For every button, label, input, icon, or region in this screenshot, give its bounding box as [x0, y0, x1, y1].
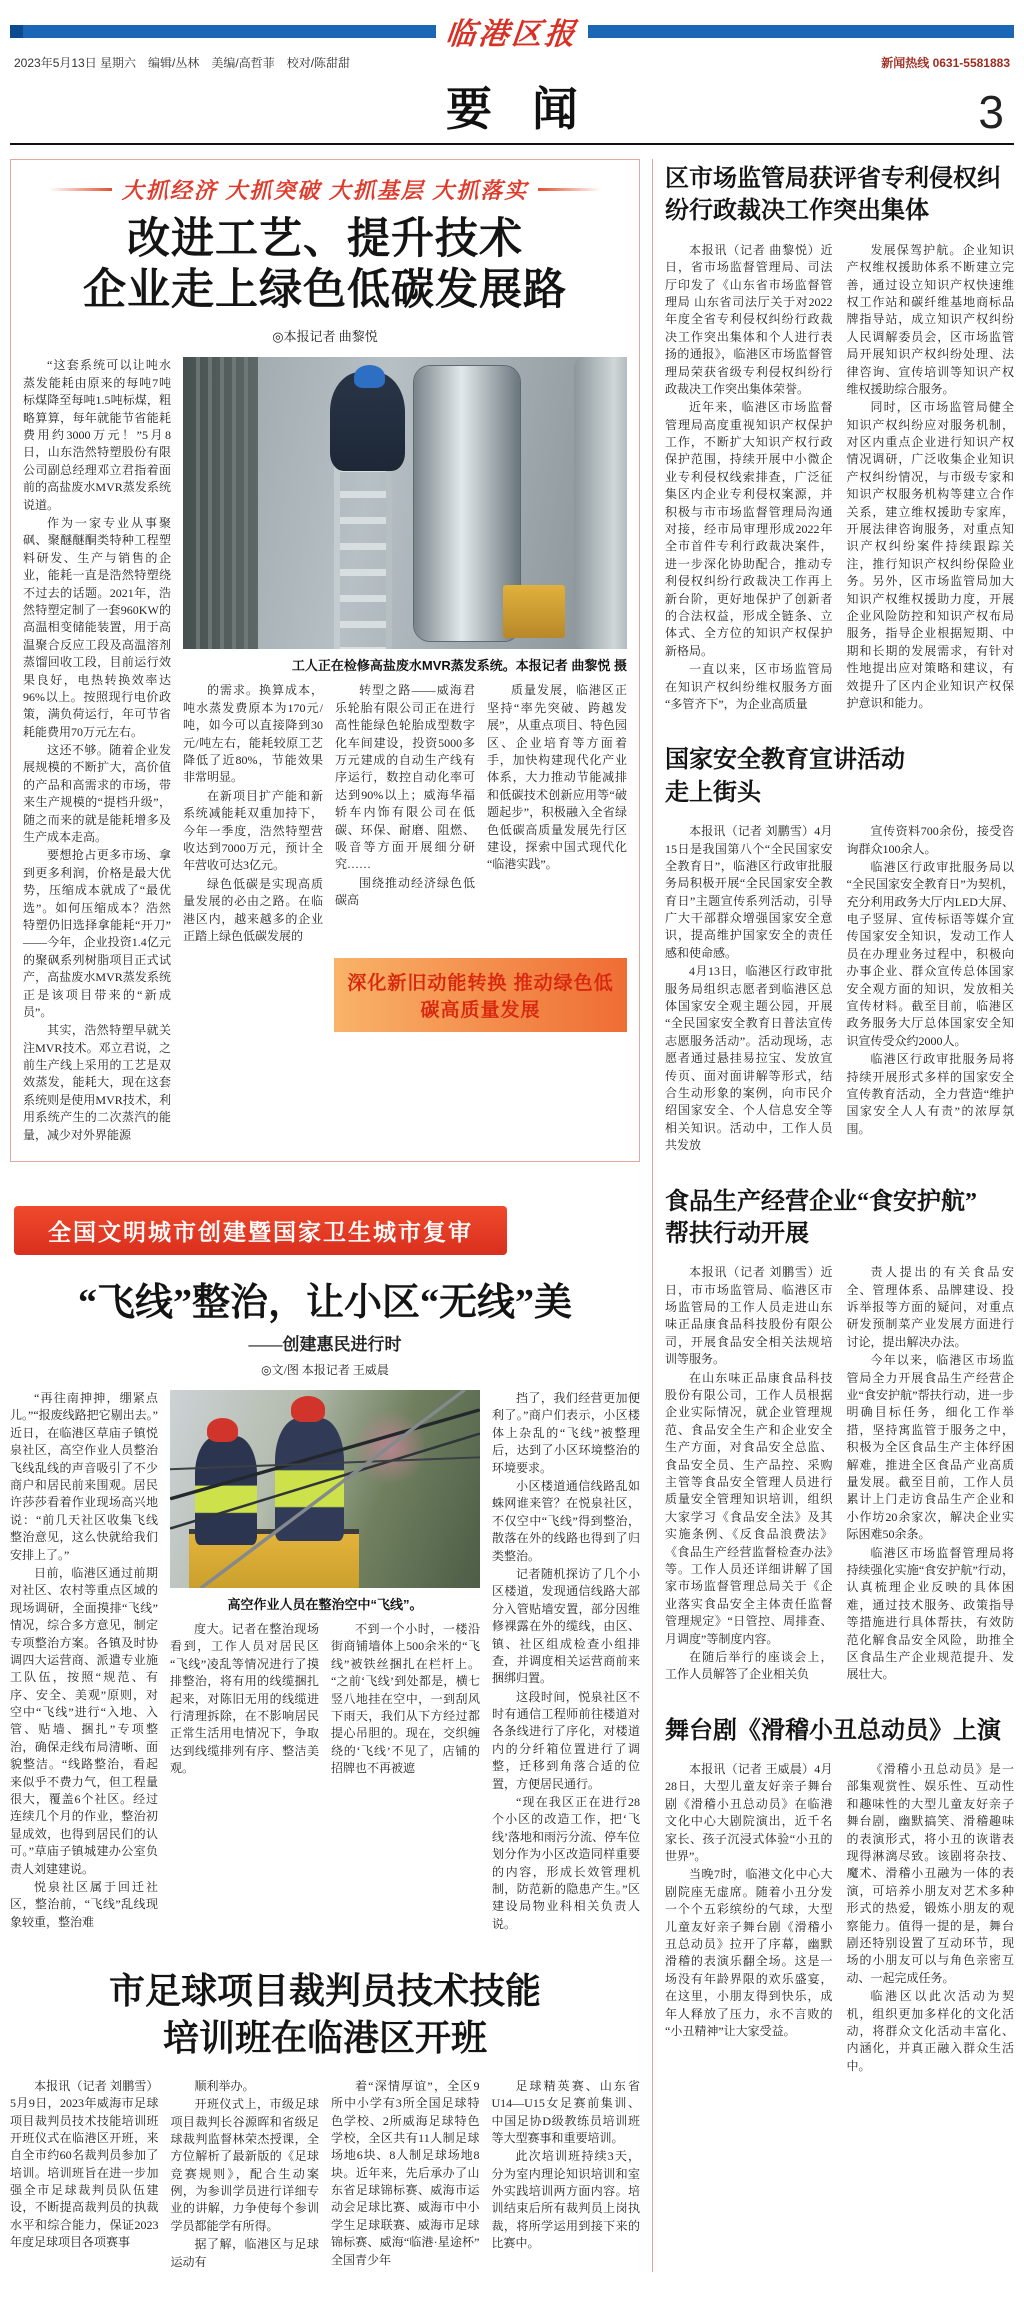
security-title-line1: 国家安全教育宣讲活动: [665, 747, 905, 774]
paragraph: 在山东味正品康食品科技股份有限公司，工作人员根据企业实际情况，就企业管理规范、食品安全生产和企业安全生产方面，对食品安全总监、食品安全员、生产品控、采购主管等食品安全管理人员进行质量安全管理知识培训，组织大家学习《食品安全法》及其实施条例、《反食品浪费法》《食品生产经营监督检查办法》等。工作人员还详细讲解了国家市场监督管理总局关于《企业落实食品安全主体责任监督管理规定》“日管控、周排查、月调度”等制度内容。: [665, 1370, 833, 1646]
paragraph: 其实，浩然特塑早就关注MVR技术。邓立君说，之前生产线上采用的工艺是双效蒸发，能耗大，现在这套系统则是使用MVR技术，利用系统产生的二次蒸汽的能量，减少对外界能源: [23, 1023, 171, 1142]
article-football: [10, 1968, 640, 2272]
security-title: [665, 744, 1014, 809]
food-column-1: [665, 1264, 833, 1684]
paragraph: 这段时间，悦泉社区不时有通信工程师前往楼道对各条线进行了序化，对楼道内的分纤箱位置进行了调整，迁移到角落合适的位置，方便居民通行。: [492, 1689, 640, 1791]
paragraph: 同时，区市场监管局健全知识产权纠纷应对服务机制，对区内重点企业进行知识产权情况调研，广泛收集企业知识产权纠纷情况，与市级专家和知识产权服务机构等建立合作关系，建立维权援助专家库，开展法律咨询服务，对重点知识产权纠纷案件持续跟踪关注，推行知识产权纠纷保险业务。另外，区市场监管局加大知识产权维权援助力度，开展企业风险防控和知识产权布局服务，指导企业根据短期、中期和长期的发展需求，有针对性地提出应对策略和建议，有效提升了区内企业知识产权保护意识和能力。: [846, 400, 1014, 710]
column-divider: [652, 159, 653, 2272]
paragraph: 临港区市场监督管理局将持续强化实施“食安护航”行动，认真梳理企业反映的具体困难，通过技术服务、政策指导等措施进行具体帮扶，有效防范化解食品安全风险，助推全区食品生产企业规范提升、发展壮大。: [846, 1545, 1014, 1682]
slogan-line-left: [49, 188, 112, 191]
drama-column-1: [665, 1761, 833, 2076]
paragraph: 在新项目扩产能和新系统减能耗双重加持下，今年一季度，浩然特塑营收达到7000万元，预计全年营收可达3亿元。: [183, 788, 323, 873]
lead-slogan-banner: 深化新旧动能转换 推动绿色低碳高质量发展: [334, 958, 627, 1032]
header-rule: [10, 143, 1014, 145]
masthead-bar-right: [588, 25, 1014, 38]
right-region: [665, 159, 1014, 2272]
football-headline-line2: 培训班在临港区开班: [162, 2017, 487, 2058]
feiline-column-4: [492, 1390, 640, 1934]
security-body: [665, 823, 1014, 1155]
feiline-column-1: [10, 1390, 158, 1934]
paragraph: 足球精英赛、山东省U14—U15女足赛前集训、中国足协D级教练员培训班等大型赛事和重要培训。: [491, 2078, 640, 2145]
paragraph: 要想抢占更多市场、拿到更多利润，价格是最大优势，压缩成本就成了“最优选”。如何压缩成本？浩然特塑仍旧选择拿能耗“开刀”——今年，企业投资1.4亿元的聚砜系列树脂项目正式试产，高盐废水MVR蒸发系统正是该项目带来的“新成员”。: [23, 848, 171, 1019]
page-content: [0, 159, 1024, 2272]
dateline: 2023年5月13日 星期六 编辑/丛林 美编/高哲菲 校对/陈甜甜: [14, 56, 351, 70]
masthead-title: 临港区报: [443, 17, 580, 52]
feiline-byline: ◎文/图 本报记者 王威晨: [261, 1363, 389, 1378]
paragraph: 近年来，临港区市场监督管理局高度重视知识产权保护工作，不断扩大知识产权行政保护范围，持续开展中小微企业专利侵权线索排查，广泛征集区内企业专利侵权案源，并积极与市市场监督管理局沟通对接，经市局审理形成2022年全市首件专利行政裁决案件，进一步深化协助配合，推动专利侵权纠纷行政裁决工作再上新台阶，更好地保护了创新者的合法权益，形成全链条、立体式、全方位的知识产权保护新格局。: [665, 400, 833, 658]
photo-cables: [170, 1390, 480, 1588]
paragraph: 责人提出的有关食品安全、管理体系、品牌建设、投诉举报等方面的疑问，对重点研发预制菜产业发展方面进行讨论，提出解决办法。: [846, 1265, 1014, 1349]
lead-column-3: [335, 682, 475, 946]
paragraph: 记者随机探访了几个小区楼道，发现通信线路大部分入管贴墙安置，部分因维修裸露在外的缆线，由区、镇、社区组成检查小组排查，并调度相关运营商前来捆绑归置。: [492, 1566, 640, 1686]
photo-pipes: [196, 357, 249, 649]
article-food: [665, 1186, 1014, 1685]
paragraph: 开班仪式上，市级足球项目裁判长谷源晖和省级足球裁判监督林荣杰授课，全方位解析了最新版的《足球竞赛规则》，配合生动案例，为参训学员进行详细专业的讲解，力争使每个参训学员都能学有所得。: [170, 2097, 319, 2233]
feiline-column-3: [331, 1621, 480, 1779]
paragraph: 本报讯（记者 曲黎悦）近日，省市场监督管理局、司法厅印发了《山东省市场监督管理局 山东省司法厅关于对2022年度全省专利侵权纠纷行政裁决工作突出集体和个人进行表扬的通报》，临港区市场监督管理局荣获省级专利侵权纠纷行政裁决工作突出集体荣誉。: [665, 242, 833, 396]
football-column-1: [10, 2078, 159, 2272]
feiline-column-2: [170, 1621, 319, 1779]
paragraph: 据了解，临港区与足球运动有: [170, 2237, 319, 2269]
football-column-2: [171, 2078, 320, 2272]
paragraph: 挡了，我们经营更加便利了。”商户们表示，小区楼体上杂乱的“飞线”被整理后，达到了小区环境整治的环境要求。: [492, 1391, 640, 1475]
ipr-body: [665, 242, 1014, 715]
paragraph: “现在我区正在进行28个小区的改造工作，把‘飞线’落地和雨污分流、停车位划分作为小区改造同样重要的内容，形成长效管理机制，防范新的隐患产生。”区建设局物业科相关负责人说。: [492, 1795, 640, 1931]
masthead-bar-left: [10, 25, 436, 38]
slogan-row: [49, 174, 601, 205]
paragraph: “再往南抻抻，绷紧点儿。”“报废线路把它剔出去。”近日，在临港区草庙子镇悦泉社区，高空作业人员整治飞线乱线的声音吸引了不少商户和居民前来围观。居民许莎莎看着作业现场高兴地说：“前几天社区收集飞线整治意见，这么快就给我们安排上了。”: [10, 1391, 158, 1562]
lead-column-4: [487, 682, 627, 946]
left-region: [10, 159, 640, 2272]
slogan-text: 大抓经济 大抓突破 大抓基层 大抓落实: [121, 178, 529, 203]
paragraph: 悦泉社区属于回迁社区，整治前，“飞线”乱线现象较重，整治难: [10, 1879, 158, 1929]
paragraph: 作为一家专业从事聚砜、聚醚醚酮类特种工程塑料研发、生产与销售的企业，能耗一直是浩然特塑绕不过去的话题。2021年，浩然特塑定制了一套960KW的高温相变储能装置，用于高温聚合反应工段及高温溶剂蒸馏回收工段，目前运行效果良好，电热转换效率达96%以上。按照现行电价政策，满负荷运行，年可节省耗能费用70万元左右。: [23, 515, 171, 739]
food-column-2: [847, 1264, 1015, 1684]
lead-photo: [183, 357, 627, 649]
lead-photo-caption: 工人正在检修高盐废水MVR蒸发系统。本报记者 曲黎悦 摄: [291, 658, 627, 674]
photo-blue-helmet: [354, 365, 385, 388]
photo-yellow-cart: [503, 585, 565, 638]
security-column-2: [847, 823, 1015, 1155]
food-title-line1: 食品生产经营企业“食安护航”: [665, 1188, 977, 1215]
paragraph: 发展保驾护航。企业知识产权维权援助体系不断建立完善，通过设立知识产权快速维权工作站和碳纤维基地商标品牌指导站，成立知识产权纠纷人民调解委员会，区市场监管局开展知识产权纠纷处理、法律咨询、宣传培训等知识产权维权援助综合服务。: [846, 242, 1014, 396]
drama-column-2: [847, 1761, 1015, 2076]
lead-body: [23, 357, 627, 1145]
lead-byline: ◎本报记者 曲黎悦: [272, 329, 378, 345]
paragraph: 临港区行政审批服务局以“全民国家安全教育日”为契机，充分利用政务大厅内LED大屏、电子竖屏、宣传标语等媒介宣传国家安全知识，发动工作人员在办理业务过程中，积极向办事企业、群众宣传总体国家安全观方面的知识，发放相关宣传材料。截至目前，临港区政务服务大厅总体国家安全知识宣传受众约2000人。: [846, 859, 1014, 1048]
paragraph: 不到一个小时，一楼沿街商铺墙体上500余米的“飞线”被铁丝捆扎在栏杆上。“之前‘飞线’到处都是，横七竖八地挂在空中，一到刮风下雨天，我们从下方经过都提心吊胆的。现在，交织缠绕的‘飞线’不见了，店铺的招牌也不再被遮: [331, 1622, 480, 1776]
paragraph: 临港区以此次活动为契机，组织更加多样化的文化活动，将群众文化活动丰富化、内涵化，并真正融入群众生活中。: [846, 1989, 1014, 2073]
paragraph: 当晚7时，临港文化中心大剧院座无虚席。随着小丑分发一个个五彩缤纷的气球，大型儿童友好亲子舞台剧《滑稽小丑总动员》拉开了序幕，幽默滑稽的表演乐翻全场。这是一场没有年龄界限的欢乐盛宴，在这里，小朋友得到快乐，成年人释放了压力，永不言败的“小丑精神”让大家受益。: [665, 1867, 833, 2038]
football-column-3: [331, 2078, 480, 2272]
paragraph: 围绕推动经济绿色低碳高: [335, 875, 475, 908]
ipr-column-2: [847, 242, 1015, 715]
paragraph: 临港区行政审批服务局将持续开展形式多样的国家安全宣传教育活动，全力营造“维护国家安全人人有责”的浓厚氛围。: [846, 1052, 1014, 1136]
paragraph: 着“深情厚谊”，全区9所中小学有3所全国足球特色学校、2所威海足球特色学校，全区共有11人制足球场地6块、8人制足球场地8块。近年来，先后承办了山东省足球锦标赛、威海市运动会足球比赛、威海市中小学生足球联赛、威海市足球锦标赛、威海“临港·星途杯”全国青少年: [331, 2078, 480, 2267]
bar-end-square: [10, 25, 23, 38]
feiline-photo-column: [170, 1390, 480, 1934]
paragraph: 小区楼道通信线路乱如蛛网谁来管？在悦泉社区，不仅空中“飞线”得到整治，散落在外的线路也得到了归类整治。: [492, 1479, 640, 1563]
paragraph: 一直以来，区市场监管局在知识产权纠纷维权服务方面“多管齐下”，为企业高质量: [665, 662, 833, 711]
lead-columns: [183, 682, 627, 946]
feiline-photo: [170, 1390, 480, 1588]
paragraph: 顺利举办。: [194, 2078, 255, 2093]
football-body: [10, 2078, 640, 2272]
lead-headline-line2: 企业走上绿色低碳发展路: [83, 266, 567, 314]
lead-headline: [23, 215, 627, 316]
section-row: [0, 73, 1024, 139]
article-ipr: [665, 163, 1014, 714]
article-drama: [665, 1715, 1014, 2076]
drama-body: [665, 1761, 1014, 2076]
article-feiline: [10, 1206, 640, 1934]
food-title-line2: 帮扶行动开展: [665, 1220, 809, 1247]
food-body: [665, 1264, 1014, 1684]
paragraph: 本报讯（记者 王威晨）4月28日，大型儿童友好亲子舞台剧《滑稽小丑总动员》在临港文化中心大剧院演出，近千名家长、孩子沉浸式体验“小丑的世界”。: [665, 1762, 833, 1864]
paragraph: 的需求。换算成本，吨水蒸发费原本为170元/吨，如今可以直接降到30元/吨左右，能耗较原工艺降低了近80%，节能效果非常明显。: [183, 683, 323, 785]
security-title-line2: 走上街头: [665, 779, 761, 806]
drama-title: 舞台剧《滑稽小丑总动员》上演: [665, 1717, 1001, 1744]
paragraph: 本报讯（记者 刘鹏雪）近日，市市场监管局、临港区市场监管局的工作人员走进山东味正品康食品科技股份有限公司，开展食品安全相关法规培训等服务。: [665, 1265, 833, 1367]
paragraph: 4月13日，临港区行政审批服务局组织志愿者到临港区总体国家安全观主题公园，开展“全民国家安全教育日普法宣传志愿服务活动”。活动现场，志愿者通过悬挂易拉宝、发放宣传页、面对面讲解等形式，结合生动形象的案例，向市民介绍国家安全、个人信息安全等相关知识。活动中，工作人员共发放: [665, 964, 833, 1153]
paragraph: 质量发展，临港区正坚持“率先突破、跨越发展”，从重点项目、特色园区、企业培育等方面着手，加快构建现代化产业体系，大力推动节能减排和低碳技术创新应用等“破题起步”，积极融入全省绿色低碳高质量发展先行区建设，探索中国式现代化“临港实践”。: [487, 683, 627, 872]
feiline-body: [10, 1390, 640, 1934]
masthead-bar: [0, 14, 1024, 52]
paragraph: 转型之路——威海君乐轮胎有限公司正在进行高性能绿色轮胎成型数字化车间建设，投资5000多万元建成的自动生产线有序运行，数控自动化率可达到90%以上；威海华福轿车内饰有限公司在低碳、环保、耐磨、阻燃、吸音等方面开展细分研究……: [335, 683, 475, 872]
paragraph: 今年以来，临港区市场监管局全力开展食品生产经营企业“食安护航”帮扶行动，进一步明确目标任务，细化工作举措，坚持寓监管于服务之中，积极为全区食品生产主体纾困解难，推进全区食品产业高质量发展。截至目前，工作人员累计上门走访食品生产企业和小作坊20余家次，解决企业实际困难50余条。: [846, 1353, 1014, 1542]
football-headline-line1: 市足球项目裁判员技术技能: [108, 1971, 541, 2012]
paragraph: 这还不够。随着企业发展规模的不断扩大，高价值的产品和高需求的市场，带来生产规模的“提档升级”，随之而来的就是能耗增多及生产成本走高。: [23, 743, 171, 845]
feiline-headline: “飞线”整治，让小区“无线”美: [77, 1282, 572, 1325]
page-number: 3: [978, 86, 1004, 138]
lead-column-1: [23, 357, 171, 1145]
feiline-photo-caption: 高空作业人员在整治空中“飞线”。: [227, 1597, 423, 1613]
paragraph: 在随后举行的座谈会上，工作人员解答了企业相关负: [665, 1649, 833, 1682]
feiline-subtitle: ——创建惠民进行时: [248, 1335, 402, 1355]
food-title: [665, 1186, 1014, 1251]
feiline-subcolumns: [170, 1621, 480, 1779]
lead-headline-line1: 改进工艺、提升技术: [127, 216, 523, 263]
paragraph: 度大。记者在整治现场看到，工作人员对居民区“飞线”凌乱等情况进行了摸排整治，将有用的线缆捆扎起来，对陈旧无用的线缆进行清理拆除，在不影响居民正常生活用电情况下，争取达到线缆排列有序、整洁美观。: [170, 1622, 319, 1776]
lead-column-2: [183, 682, 323, 946]
paragraph: 本报讯（记者 刘鹏雪）4月15日是我国第八个“全民国家安全教育日”，临港区行政审批服务局积极开展“全民国家安全教育日”主题宣传系列活动，引导广大干部群众增强国家安全意识，提高维护国家安全的责任感和使命感。: [665, 824, 833, 960]
slogan-line-right: [538, 188, 601, 191]
article-security: [665, 744, 1014, 1155]
photo-tank-2: [574, 357, 627, 649]
paragraph: 绿色低碳是实现高质量发展的必由之路。在临港区内，越来越多的企业正踏上绿色低碳发展的: [183, 876, 323, 943]
ipr-title: 区市场监管局获评省专利侵权纠纷行政裁决工作突出集体: [665, 166, 1001, 225]
section-title: 要闻: [446, 83, 618, 135]
news-hotline: 新闻热线 0631-5581883: [881, 56, 1010, 70]
security-column-1: [665, 823, 833, 1155]
civilized-city-banner: 全国文明城市创建暨国家卫生城市复审: [14, 1206, 507, 1255]
football-column-4: [492, 2078, 641, 2272]
paragraph: 此次培训班持续3天，分为室内理论知识培训和室外实践培训两方面内容。培训结束后所有裁判员上岗执裁，将所学运用到接下来的比赛中。: [491, 2149, 640, 2251]
paragraph: “这套系统可以让吨水蒸发能耗由原来的每吨7吨标煤降至每吨1.5吨标煤，粗略算算，每年就能节省能耗费用约3000万元！”5月8日，山东浩然特塑股份有限公司副总经理邓立君指着面前的高盐废水MVR蒸发系统说道。: [23, 358, 171, 512]
lead-right-part: [183, 357, 627, 1145]
paragraph: 宣传资料700余份，接受咨询群众100余人。: [846, 824, 1014, 856]
paragraph: 日前，临港区通过前期对社区、农村等重点区域的现场调研，全面摸排“飞线”情况，综合多方意见，制定专项整治方案。各镇及时协调四大运营商、派遣专业施工队伍，按照“规范、有序、安全、美观”原则，对空中“飞线”进行“入地、入管、贴墙、捆扎”专项整治，确保走线布局清晰、面貌整洁。“线路整治，看起来似乎不费力气，但工程量很大，覆盖6个社区。经过连续几个月的作业，整治初显成效，也得到居民们的认可。”草庙子镇城建办公室负责人刘建建说。: [10, 1565, 158, 1876]
article-lead: [10, 159, 640, 1162]
feiline-middle-part: [170, 1390, 640, 1934]
football-headline: [10, 1968, 640, 2062]
paragraph: 本报讯（记者 刘鹏雪）5月9日，2023年威海市足球项目裁判员技术技能培训班开班仪式在临港区开班，来自全市约60名裁判员参加了培训。培训班旨在进一步加强全市足球裁判员队伍建设，不断提高裁判员的执裁水平和综合能力，保证2023年度足球项目各项赛事: [10, 2078, 159, 2250]
ipr-column-1: [665, 242, 833, 715]
paragraph: 《滑稽小丑总动员》是一部集观赏性、娱乐性、互动性和趣味性的大型儿童友好亲子舞台剧，幽默搞笑、滑稽趣味的表演形式，将小丑的诙谐表现得淋漓尽致。该剧将杂技、魔术、滑稽小丑融为一体的表演，可培养小朋友对艺术多种形式的热爱，锻炼小朋友的观察能力。值得一提的是，舞台剧还特别设置了互动环节，现场的小朋友可以与角色亲密互动、一起完成任务。: [846, 1762, 1014, 1985]
